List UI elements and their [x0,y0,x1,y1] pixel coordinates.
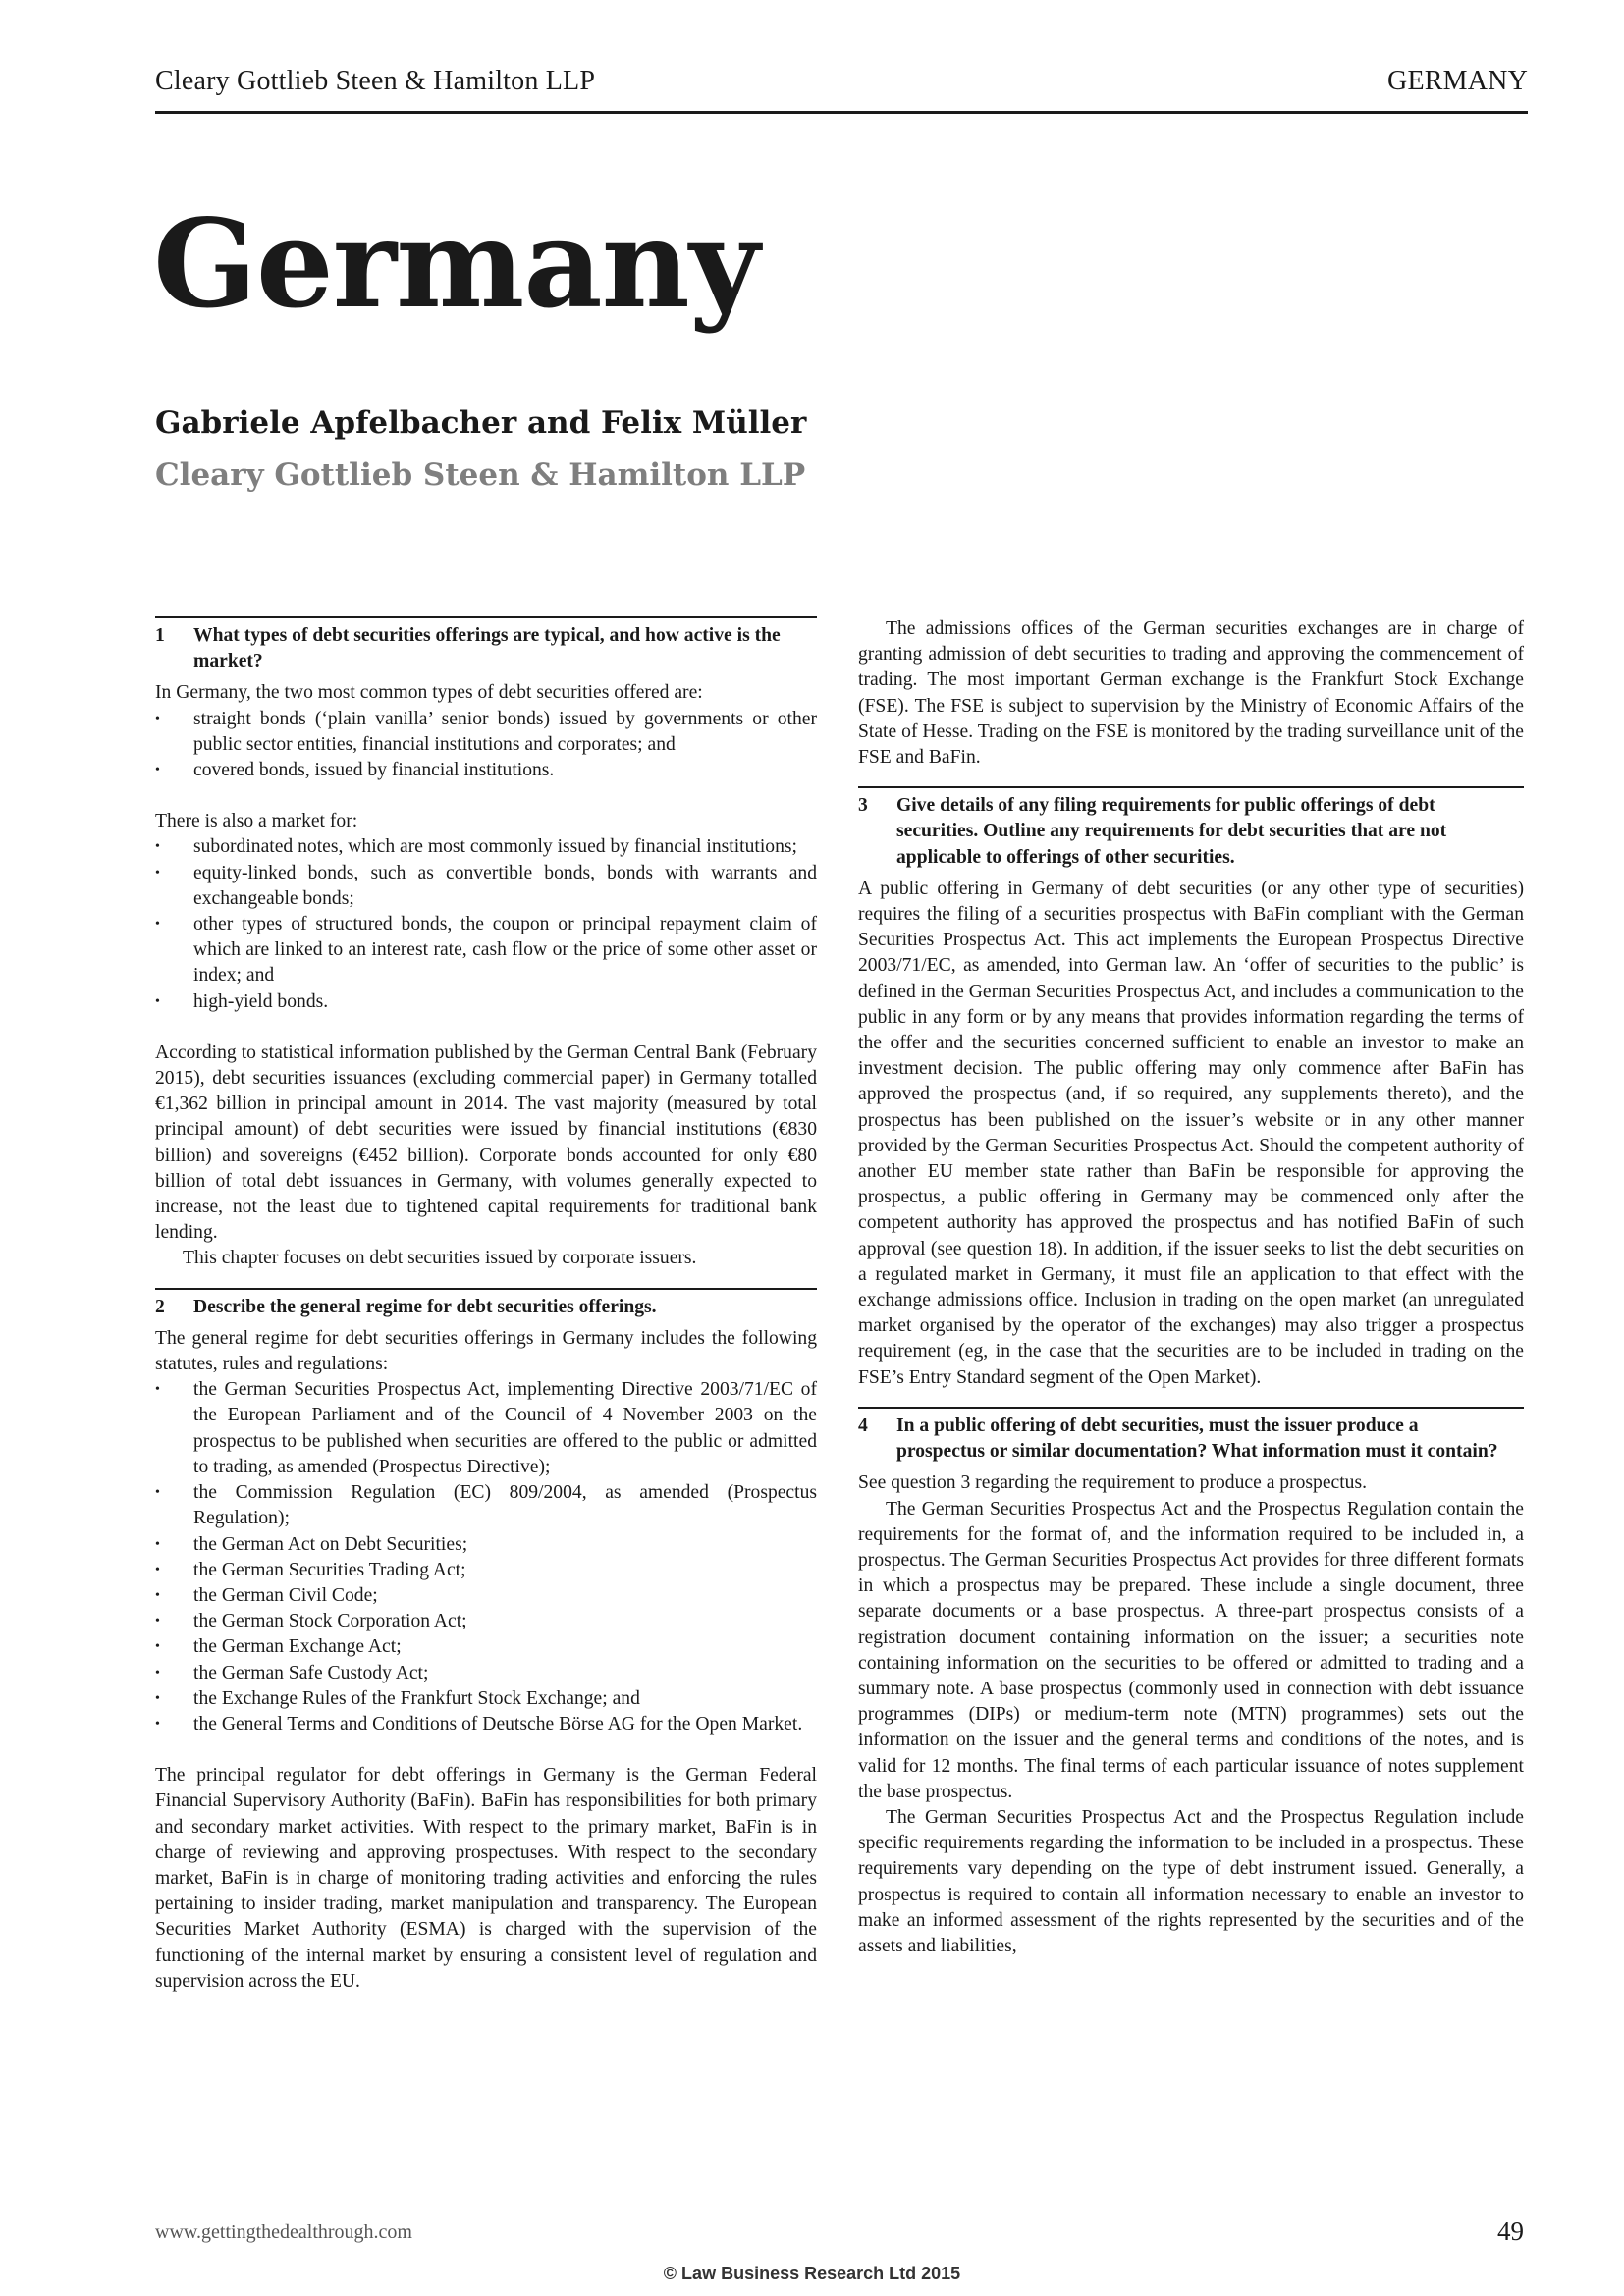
question-heading-1 [155,616,817,674]
chapter-title: Germany [153,193,759,336]
header-country: GERMANY [1387,66,1528,96]
question-number: 3 [858,795,868,817]
chapter-authors: Gabriele Apfelbacher and Felix Müller [155,405,807,441]
question-text: Describe the general regime for debt securities offerings. [193,1296,657,1317]
paragraph: The German Securities Prospectus Act and the Prospectus Regulation include specific requirements regarding the information to be included in a prospectus. These requirements vary depending on the type of debt instrument issued. Generally, a prospectus is required to contain all information necessary to enable an investor to make an informed assessment of the rights represented by the securities and of the assets and liabilities, [858,1806,1524,1956]
question-heading-4 [858,1407,1524,1465]
list-item: • the German Exchange Act; [155,1634,817,1660]
question-text: Give details of any filing requirements for public offerings of debt securities. Outline any requirements for debt securities that are not applicable to offerings of other securities. [896,795,1447,868]
list-item: • the German Stock Corporation Act; [155,1609,817,1634]
list-item: • the German Securities Prospectus Act, implementing Directive 2003/71/EC of the European Parliament and of the Council of 4 November 2003 on the prospectus to be published when securities are offered to the public or admitted to trading, as amended (Prospectus Directive); [155,1377,817,1480]
question-number: 2 [155,1296,165,1317]
paragraph: According to statistical information published by the German Central Bank (February 2015), debt securities issuances (excluding commercial paper) in Germany totalled €1,362 billion in principal amount in 2014. The vast majority (measured by total principal amount) of debt securities were issued by financial institutions (€830 billion) and sovereigns (€452 billion). Corporate bonds accounted for only €80 billion of total debt issuances in Germany, with volumes generally expected to increase, not the least due to tightened capital requirements for traditional bank lending. [155,1041,817,1244]
paragraph: The admissions offices of the German securities exchanges are in charge of granting admission of debt securities to trading and approving the commencement of trading. The most important German exchange is the Frankfurt Stock Exchange (FSE). The FSE is subject to supervision by the Ministry of Economic Affairs of the State of Hesse. Trading on the FSE is monitored by the trading surveillance unit of the FSE and BaFin. [858,618,1524,769]
copyright-notice: © Law Business Research Ltd 2015 [663,2264,961,2283]
list-item: • subordinated notes, which are most commonly issued by financial institutions; [155,834,817,860]
question-text: What types of debt securities offerings are typical, and how active is the market? [193,625,781,672]
list-item: • the General Terms and Conditions of Deutsche Börse AG for the Open Market. [155,1712,817,1737]
running-header [155,63,1528,114]
paragraph: The principal regulator for debt offerings in Germany is the German Federal Financial Supervisory Authority (BaFin). BaFin has responsibilities for both primary and secondary market activities. With respect to the primary market, BaFin is in charge of reviewing and approving prospectuses. With respect to the secondary market, BaFin is in charge of monitoring trading activities and enforcing the rules pertaining to insider trading, market manipulation and transparency. The European Securities Market Authority (ESMA) is charged with the supervision of the functioning of the internal market by ensuring a consistent level of regulation and supervision across the EU. [155,1765,817,1992]
bullet-list [155,834,817,1014]
question-heading-3 [858,786,1524,871]
list-item: • the German Safe Custody Act; [155,1661,817,1686]
author-firm: Cleary Gottlieb Steen & Hamilton LLP [155,457,806,493]
paragraph: The general regime for debt securities offerings in Germany includes the following statutes, rules and regulations: [155,1327,817,1375]
paragraph: This chapter focuses on debt securities issued by corporate issuers. [183,1248,697,1269]
paragraph: See question 3 regarding the requirement to produce a prospectus. [858,1472,1367,1494]
question-number: 4 [858,1415,868,1436]
list-item: • covered bonds, issued by financial institutions. [155,758,817,783]
list-item: • the German Securities Trading Act; [155,1558,817,1583]
footer-website: www.gettingthedealthrough.com [155,2221,412,2243]
paragraph: There is also a market for: [155,811,358,832]
question-heading-2 [155,1288,817,1320]
list-item: • the Commission Regulation (EC) 809/2004, as amended (Prospectus Regulation); [155,1480,817,1531]
right-column [858,616,1524,1959]
paragraph: A public offering in Germany of debt securities (or any other type of securities) requires the filing of a securities prospectus with BaFin compliant with the German Securities Prospectus Act. This act implements the European Prospectus Directive 2003/71/EC, as amended, into German law. An ‘offer of securities to the public’ is defined in the German Securities Prospectus Act, and includes a communication to the public in any form or by any means that provides information regarding the terms of the offer and the securities concerned sufficient to enable an investor to make an investment decision. The public offering may only commence after BaFin has approved the prospectus (and, if so required, any supplements thereto), and the prospectus has been published on the issuer’s website or in any other manner provided by the German Securities Prospectus Act. Should the competent authority of another EU member state rather than BaFin be responsible for approving the prospectus, a public offering in Germany may be commenced only after the competent authority has approved the prospectus and has notified BaFin of such approval (see question 18). In addition, if the issuer seeks to list the debt securities on a regulated market in Germany, it must file an application to that effect with the exchange admissions office. Inclusion in trading on the open market (an unregulated market organised by the operator of the exchanges) may also trigger a prospectus requirement (eg, in the case that the securities are to be included in trading on the FSE’s Entry Standard segment of the Open Market). [858,878,1524,1388]
list-item: • other types of structured bonds, the coupon or principal repayment claim of which are linked to an interest rate, cash flow or the price of some other asset or index; and [155,912,817,989]
list-item: • the German Act on Debt Securities; [155,1532,817,1558]
list-item: • high-yield bonds. [155,989,817,1015]
bullet-list [155,1377,817,1737]
bullet-list [155,707,817,784]
list-item: • straight bonds (‘plain vanilla’ senior bonds) issued by governments or other public sector entities, financial institutions and corporates; and [155,707,817,758]
list-item: • the German Civil Code; [155,1583,817,1609]
paragraph: The German Securities Prospectus Act and the Prospectus Regulation contain the requirements for the format of, and the information required to be included in, a prospectus. The German Securities Prospectus Act provides for three different formats in which a prospectus may be prepared. These include a single document, three separate documents or a base prospectus. A three-part prospectus consists of a registration document containing information on the issuer; a securities note containing information on the securities to be offered or admitted to trading and a summary note. A base prospectus (commonly used in connection with debt issuance programmes (DIPs) or medium-term note (MTN) programmes) sets out the information on the issuer and the general terms and conditions of the notes, and is valid for 12 months. The final terms of each particular issuance of notes supplement the base prospectus. [858,1498,1524,1802]
page-number: 49 [1497,2216,1524,2246]
question-number: 1 [155,625,165,646]
header-firm: Cleary Gottlieb Steen & Hamilton LLP [155,66,596,96]
left-column [155,616,817,1995]
list-item: • the Exchange Rules of the Frankfurt Stock Exchange; and [155,1686,817,1712]
list-item: • equity-linked bonds, such as convertible bonds, bonds with warrants and exchangeable bonds; [155,861,817,912]
paragraph: In Germany, the two most common types of debt securities offered are: [155,682,703,704]
question-text: In a public offering of debt securities, must the issuer produce a prospectus or similar documentation? What information must it contain? [896,1415,1498,1463]
